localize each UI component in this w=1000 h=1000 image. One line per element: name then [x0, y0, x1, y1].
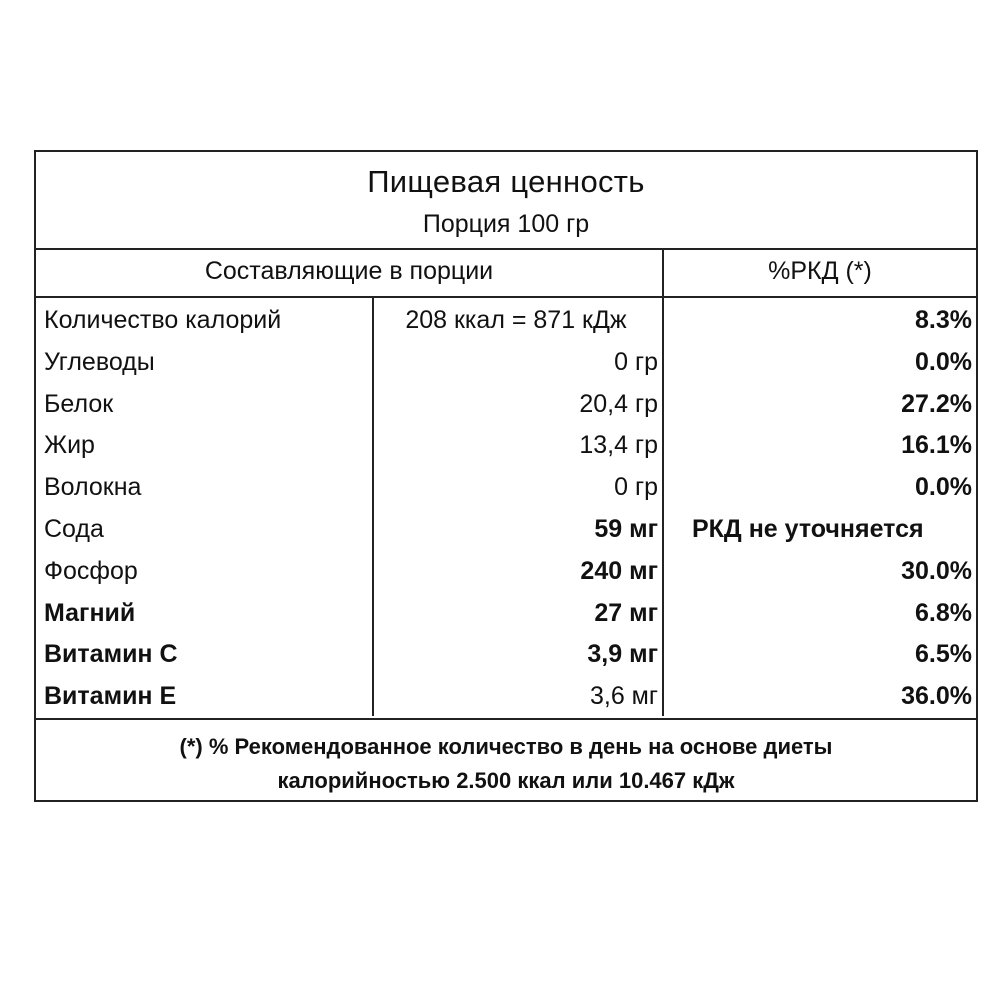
nutrition-facts-label [34, 150, 978, 802]
table-row [36, 340, 976, 382]
table-row [36, 382, 976, 424]
footnote-line-2: калорийностью 2.500 ккал или 10.467 кДж [277, 768, 735, 793]
nutrient-name: Жир [44, 431, 95, 460]
nutrient-name: Углеводы [44, 347, 155, 376]
nutrient-amount: 240 мг [580, 556, 658, 585]
nutrient-name: Количество калорий [44, 306, 282, 334]
nutrient-rkd: 36.0% [901, 682, 972, 711]
nutrient-rkd: 0.0% [915, 473, 972, 502]
table-row [36, 591, 976, 633]
table-row [36, 632, 976, 674]
nutrient-rkd: 30.0% [901, 556, 972, 585]
title-block [36, 152, 976, 250]
nutrient-rkd: 0.0% [915, 347, 972, 376]
table-header [36, 248, 976, 298]
nutrient-amount: 27 мг [594, 598, 658, 627]
nutrient-rows [36, 298, 976, 716]
nutrient-amount: 208 ккал = 871 кДж [405, 306, 627, 334]
label-title: Пищевая ценность [367, 164, 645, 199]
nutrient-rkd: 16.1% [901, 431, 972, 460]
nutrient-rkd: 6.5% [915, 640, 972, 669]
nutrient-name: Витамин Е [44, 682, 177, 711]
footnote-line-1: (*) % Рекомендованное количество в день на основе диеты [179, 734, 833, 759]
table-row [36, 549, 976, 591]
serving-size: Порция 100 гр [422, 210, 590, 238]
table-row [36, 465, 976, 507]
nutrient-rkd: 27.2% [901, 389, 972, 418]
nutrient-rkd: 8.3% [915, 306, 972, 334]
nutrient-rkd: 6.8% [915, 598, 972, 627]
nutrient-amount: 20,4 гр [579, 389, 658, 418]
nutrient-name: Белок [44, 389, 114, 418]
nutrient-amount: 0 гр [614, 473, 658, 502]
nutrient-name: Волокна [44, 473, 142, 502]
nutrient-amount: 3,6 мг [589, 682, 658, 711]
table-row [36, 674, 976, 716]
table-row [36, 423, 976, 465]
nutrient-name: Магний [44, 598, 136, 627]
table-row [36, 507, 976, 549]
nutrient-name: Фосфор [44, 556, 138, 585]
header-components: Составляющие в порции [36, 248, 664, 296]
nutrient-rkd-note: РКД не уточняется [692, 514, 924, 543]
nutrient-name: Сода [44, 514, 104, 543]
nutrient-amount: 3,9 мг [587, 640, 658, 669]
footnote [36, 718, 976, 802]
nutrient-amount: 13,4 гр [579, 431, 658, 460]
header-rkd: %РКД (*) [768, 257, 872, 285]
table-row [36, 298, 976, 340]
nutrient-amount: 59 мг [594, 514, 658, 543]
nutrient-name: Витамин С [44, 640, 178, 669]
nutrient-amount: 0 гр [614, 347, 658, 376]
